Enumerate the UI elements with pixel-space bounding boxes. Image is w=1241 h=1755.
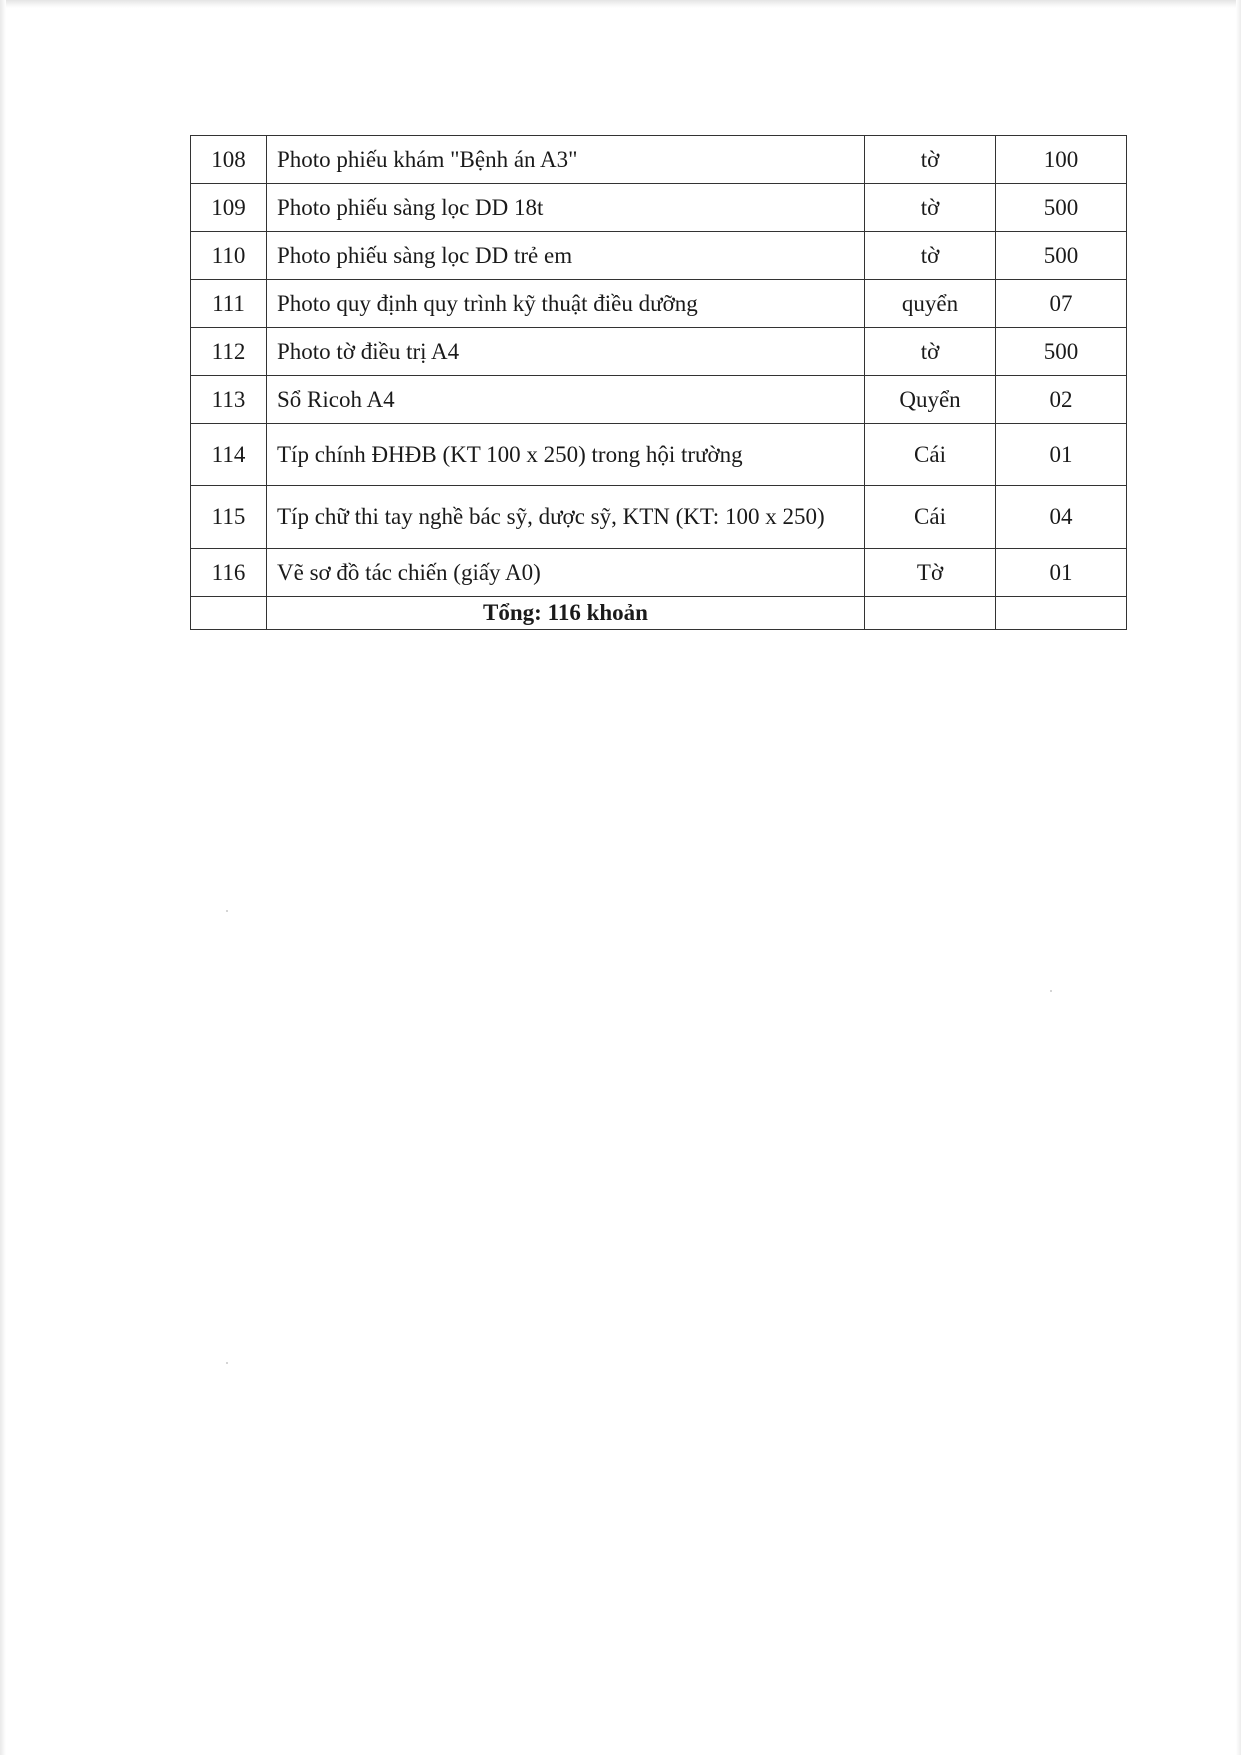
table-row xyxy=(191,184,1127,232)
item-quantity: 100 xyxy=(996,136,1127,184)
table-row xyxy=(191,424,1127,486)
item-name: Photo tờ điều trị A4 xyxy=(267,328,865,376)
table-row xyxy=(191,376,1127,424)
item-unit: tờ xyxy=(865,136,996,184)
items-table xyxy=(190,135,1127,630)
total-empty-cell xyxy=(191,597,267,630)
scan-edge-top xyxy=(0,0,1241,8)
row-number: 108 xyxy=(191,136,267,184)
item-unit: tờ xyxy=(865,328,996,376)
item-unit: tờ xyxy=(865,232,996,280)
item-quantity: 04 xyxy=(996,486,1127,549)
item-unit: Cái xyxy=(865,424,996,486)
scan-speck xyxy=(226,910,228,912)
item-name: Típ chữ thi tay nghề bác sỹ, dược sỹ, KTN (KT: 100 x 250) xyxy=(267,486,865,549)
item-name: Photo phiếu sàng lọc DD 18t xyxy=(267,184,865,232)
item-quantity: 02 xyxy=(996,376,1127,424)
item-unit: Tờ xyxy=(865,549,996,597)
item-name: Photo quy định quy trình kỹ thuật điều dưỡng xyxy=(267,280,865,328)
scan-edge-left xyxy=(0,0,6,1755)
scan-speck xyxy=(226,1362,228,1364)
total-empty-cell xyxy=(865,597,996,630)
table-row xyxy=(191,549,1127,597)
item-name: Típ chính ĐHĐB (KT 100 x 250) trong hội trường xyxy=(267,424,865,486)
item-unit: Cái xyxy=(865,486,996,549)
item-unit: Quyển xyxy=(865,376,996,424)
item-quantity: 500 xyxy=(996,184,1127,232)
item-unit: tờ xyxy=(865,184,996,232)
row-number: 113 xyxy=(191,376,267,424)
item-quantity: 01 xyxy=(996,424,1127,486)
row-number: 110 xyxy=(191,232,267,280)
item-quantity: 07 xyxy=(996,280,1127,328)
item-name: Sổ Ricoh A4 xyxy=(267,376,865,424)
item-quantity: 01 xyxy=(996,549,1127,597)
table-row xyxy=(191,136,1127,184)
table-row xyxy=(191,232,1127,280)
scan-edge-right xyxy=(1236,0,1241,1755)
scan-speck xyxy=(1050,990,1052,992)
table-row xyxy=(191,280,1127,328)
table-row xyxy=(191,486,1127,549)
item-quantity: 500 xyxy=(996,232,1127,280)
total-label: Tổng: 116 khoản xyxy=(267,597,865,630)
table-row xyxy=(191,328,1127,376)
row-number: 111 xyxy=(191,280,267,328)
row-number: 116 xyxy=(191,549,267,597)
total-empty-cell xyxy=(996,597,1127,630)
item-name: Vẽ sơ đồ tác chiến (giấy A0) xyxy=(267,549,865,597)
item-name: Photo phiếu sàng lọc DD trẻ em xyxy=(267,232,865,280)
row-number: 115 xyxy=(191,486,267,549)
row-number: 114 xyxy=(191,424,267,486)
row-number: 112 xyxy=(191,328,267,376)
row-number: 109 xyxy=(191,184,267,232)
total-row xyxy=(191,597,1127,630)
item-name: Photo phiếu khám "Bệnh án A3" xyxy=(267,136,865,184)
item-unit: quyển xyxy=(865,280,996,328)
item-quantity: 500 xyxy=(996,328,1127,376)
